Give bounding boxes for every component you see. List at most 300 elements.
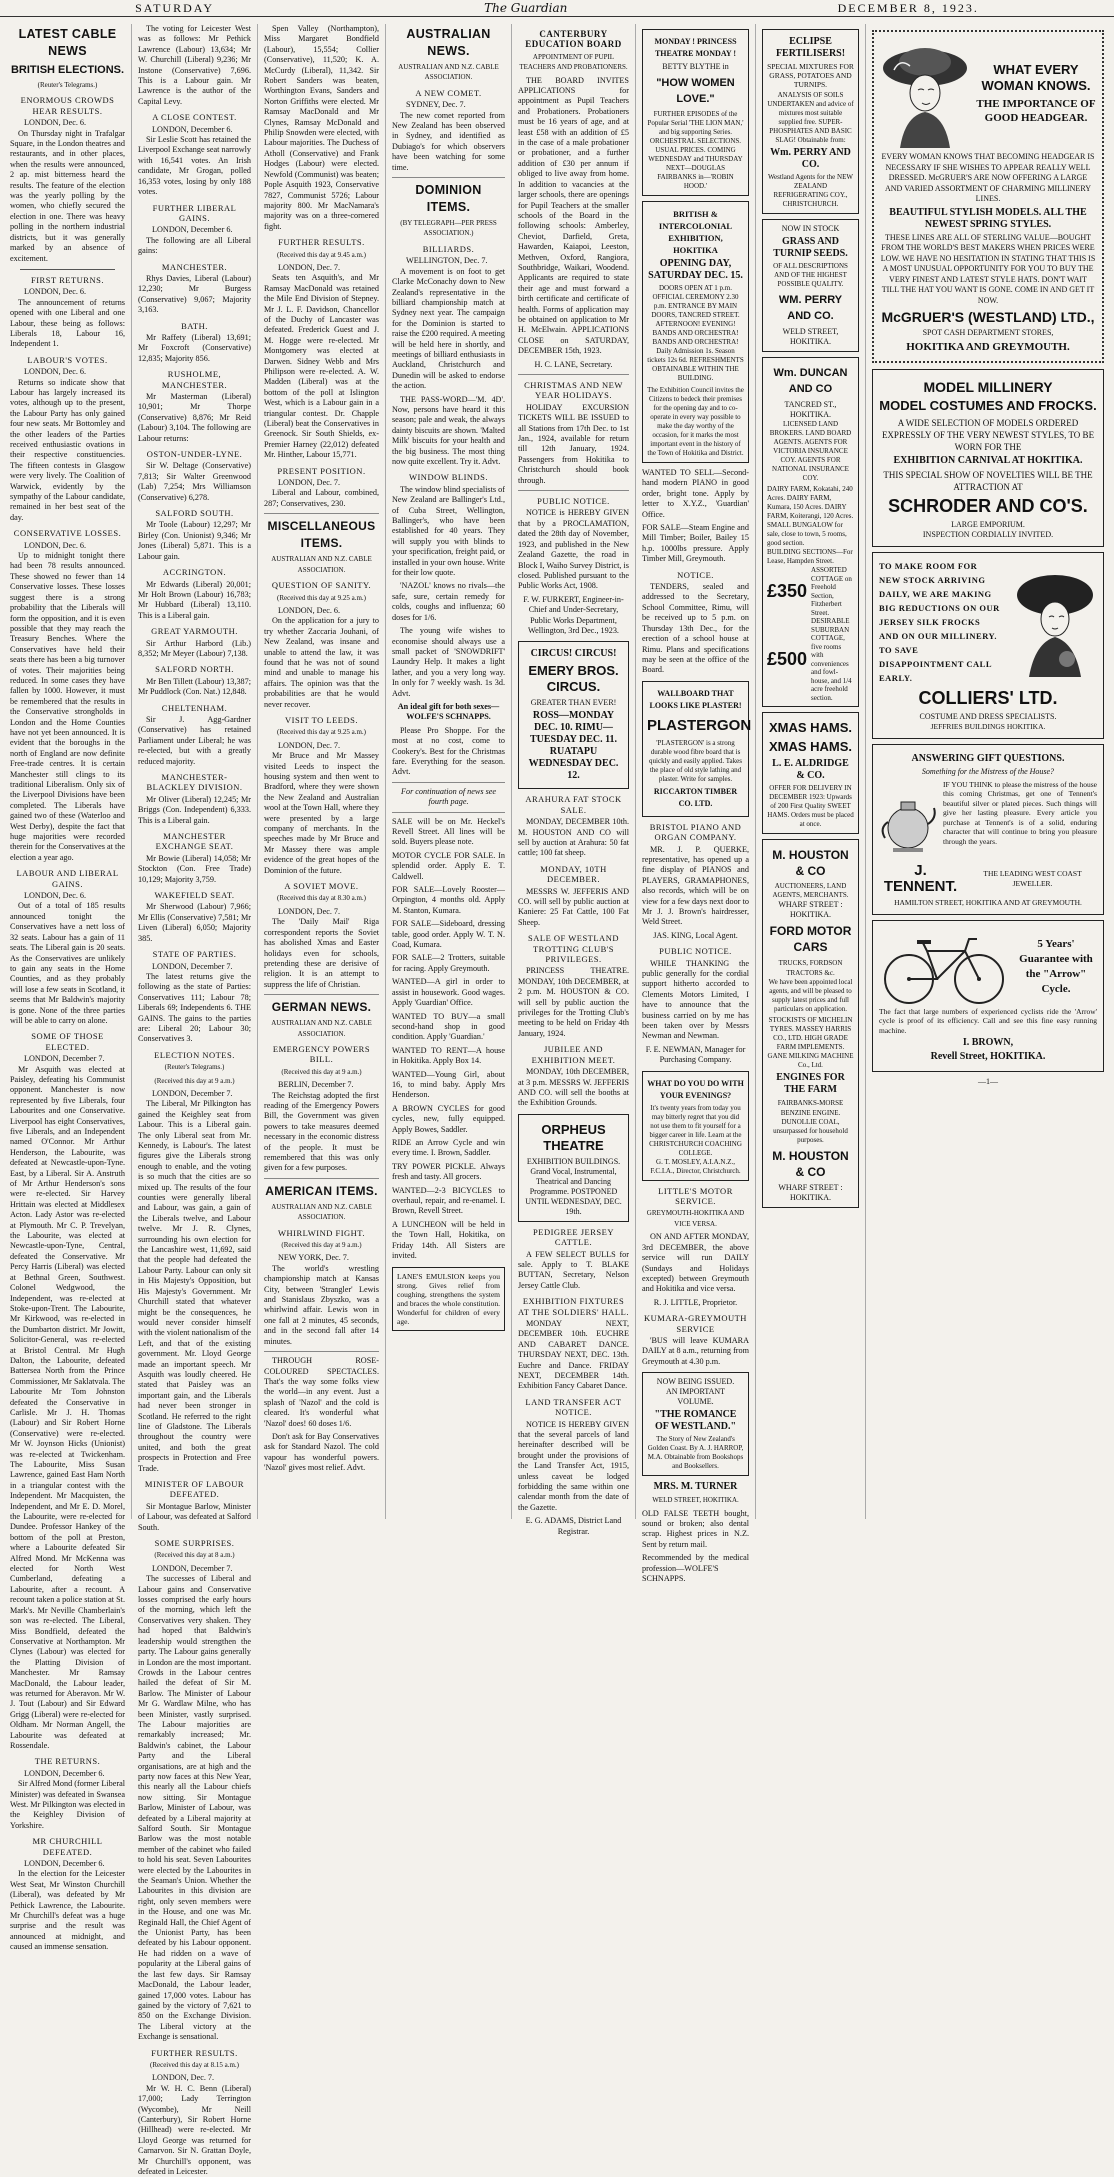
seat-name: SALFORD NORTH. — [155, 664, 234, 675]
schroder-event: EXHIBITION CARNIVAL AT HOKITIKA. — [893, 454, 1083, 466]
price-500: £500 — [767, 649, 808, 669]
mcgruers-towns: HOKITIKA AND GREYMOUTH. — [906, 340, 1070, 353]
lanes-emulsion-ad — [392, 1267, 505, 1331]
article-subtitle: GREYMOUTH-HOKITIKA AND VICE VERSA. — [646, 1209, 745, 1228]
column-7 — [756, 24, 866, 1519]
seat-result: Mr Sherwood (Labour) 7,966; Mr Ellis (Conservative) 7,581; Mr Liven (Liberal) 6,050; Majority 385. — [138, 902, 251, 943]
tennent-content — [879, 780, 1097, 860]
source-line: (Reuter's Telegrams.) — [164, 1063, 225, 1072]
divider — [392, 812, 505, 813]
seeds-title: GRASS AND TURNIP SEEDS. — [773, 236, 848, 259]
column-2 — [132, 24, 258, 2176]
wallboard-body: 'PLASTERGON' is a strong durable wood fibre board that is quickly and easily applied. Takes the place of old style lathing and plaster. Write for samples. — [649, 738, 742, 783]
circus-name: EMERY BROS. CIRCUS. — [528, 663, 619, 695]
classified-item: FOR SALE—Sideboard, dressing table, good order. Apply W. T. N. Coad, Kumara. — [392, 919, 505, 950]
signature: F. E. NEWMAN, Manager for Purchasing Company. — [645, 1044, 746, 1065]
mcgruers-body: EVERY WOMAN KNOWS THAT BECOMING HEADGEAR IS NECESSARY IF SHE WISHES TO APPEAR REALLY WELL DRESSED. McGRUER'S ARE NOW OFFERING A LARGE AND VARIED ASSORTMENT OF CHARMING MILLINERY LINES. — [881, 152, 1095, 203]
teapot-illustration — [879, 780, 937, 860]
article-title: PRESENT POSITION. — [277, 465, 366, 476]
classified-item: TRY POWER PICKLE. Always fresh and tasty. All grocers. — [392, 1161, 505, 1182]
article-body: 'BUS will leave KUMARA DAILY at 8 a.m., returning from Greymouth at 4.30 p.m. — [642, 1335, 749, 1366]
classified-item: WANTED—A girl in order to assist in housework. Good wages. Apply 'Guardian' Office. — [392, 977, 505, 1008]
dateline: WELLINGTON, Dec. 7. — [406, 256, 488, 266]
article-body: MONDAY NEXT, DECEMBER 10th. EUCHRE AND CABARET DANCE. THURSDAY NEXT, DEC. 13th. Euchre and Dance. FRIDAY NEXT, DECEMBER 14th. Exhibition Fancy Cabaret Dance. — [518, 1318, 629, 1391]
mcgruers-header — [880, 38, 1096, 148]
coaching-college-ad — [642, 1071, 749, 1181]
article-body: Seats ten Asquith's, and Mr Ramsay MacDonald was retained the Mile End Division of Stepney. Mr J. L. F. Davidson, Chancellor of the Duchy of Lancaster was defeated. Frederick Guest and J. M. Hogge were re-elected. Mr Montgomery was elected at Darwen. Sidney Webb and Mrs Philipson were re-elected. A. W. Madden (Liberal) was at the bottom of the poll at Islington West, which is a Labour gain in a triangular contest. Dr. Chapple (Liberal) beat the Conservatives in Greenock. Sir South Shields, ex-Premier Harney (22,012) defeated Mr. Hinther, Labour 15,771. — [264, 273, 379, 460]
signature: H. C. LANE, Secretary. — [534, 359, 613, 369]
masthead — [0, 0, 1114, 17]
article-title: SOME OF THOSE ELECTED. — [31, 1031, 104, 1052]
classified-item: A BROWN CYCLES for good cycles, new, fully equipped. Apply Bowes, Saddler. — [392, 1103, 505, 1134]
seeds-ad — [762, 219, 859, 352]
perry-big: WM. PERRY AND CO. — [778, 294, 843, 322]
article-title: FIRST RETURNS. — [31, 274, 104, 285]
seat-name: OSTON-UNDER-LYNE. — [146, 449, 243, 460]
seat-result: Sir Arthur Harbord (Lib.) 8,352; Mr Meyer (Labour) 7,138. — [138, 638, 251, 658]
article-body: Mr Asquith was elected at Paisley, defeating his Communist opponent. Manchester is now represented by five Liberals, four Labourites and one Conservative. Liverpool has eight Conservatives, five Liberals, and an Independent named O'Connor. Mr Arthur Henderson, the Labourite, was defeated at Newcastle-upon-Tyne. East, by a Liberal. Sir A. Anstruth of Mr Arthur Henderson's sons were re-elected. Sir Harvey Hrittain was elected at Middlesex Acton. Lady Astor was re-elected at Plymouth. Mr C. P. Trevelyan, the Labourite, was elected at Newcastle-upon-Tyne, Central, defeated the Conservative. Mr Percy Harris (Liberal) was elected at Bethnal Green, Southwest. Colonel Wedgwood, the Independent, was re-elected at Stoke-upon-Trent. The Labourite, Mr Kirkwood, was re-elected in the Dumbarton district. Mr Jowitt, Solicitor-General, was re-elected at Bristol Central. Mr Hugh Dalton, the Labourite, defeated Battersea North from the Prince Commissioner, Mr Saklatvala. The Labourite Mr Tom Johnston defeated the Conservative in Carlisle. Mr J. H. Thomas (Labour) and Sir Robert Horne (Conservative) were re-elected. Mr W. Joynson Hicks (Unionist) was re-elected at Twickenham. The Labourite, Miss Susan Lawrence, gained East Ham North in a triangular contest with the Independent. Mr Macquisten, the Independent, and Mr E. D. Morel, the Labourite, were re-elected for Dundee. Professor Hankey of the bottom of the poll at Preston, where a Labourite defeated Sir Alfred Mond. Mr McKenna was elected for North West Cumberland, defeating a Labourite, after a recount. A recount taken a police station at St. Mark's. Mr Neville Chamberlain's son was re-elected. The Liberal, Miss Bondfield, defeated the Conservative at Northampton. Mr Clynes (Labour) was elected for the Platting Division of Manchester. Mr Ramsay MacDonald, the Labour leader, was returned for Aberavon. Mr W. J. Tout (Labour) and Sir Edward Grigg (Liberal) were re-elected for Oldham. Mr Norman Angell, the Labourite was defeated at Rossendale. — [10, 1064, 125, 1750]
mcgruers-store: McGRUER'S (WESTLAND) LTD., — [881, 309, 1095, 325]
classified-item: WANTED TO RENT—A house in Hokitika. Apply Box 14. — [392, 1045, 505, 1066]
divider — [392, 177, 505, 178]
seat-name: ACCRINGTON. — [162, 567, 227, 578]
fairbanks-body: FAIRBANKS-MORSE BENZINE ENGINE. — [777, 1099, 844, 1117]
article-body: The announcement of returns opened with one Liberal and one Labour, these being as follows: Liberals 18, Labour 16, Independent 1. — [10, 297, 125, 349]
houston-ad — [762, 839, 859, 1208]
continued-note: For continuation of news see fourth page. — [400, 786, 497, 807]
received-line: (Received this day at 8 a.m.) — [154, 1551, 235, 1560]
article-body: Spen Valley (Northampton), Miss Margaret Bondfield (Labour), 15,554; Collier (Conservative), 11,520; K. A. McCurdy (Liberal), 11,342. Sir Robert Sanders was beaten, Worthington Evans, Sanders and Norton Griffiths were elected. Mr Ramsay MacDonald and Mr Clynes, Ramsay McDonald and Philip Snowden were elected, with Labour majorities. The Duchess of Atholl (Conservative) and Frank Hodges (Labour) were elected. Newfold (Communist) was beaten; Pople Asquith 1923, Conservative 7827, Communist 5726; Labour majority 800. Mr MacNamara's majority was on a three-cornered fight. — [264, 24, 379, 231]
article-title: ENORMOUS CROWDS HEAR RESULTS. — [20, 95, 115, 116]
australian-heading: AUSTRALIAN NEWS. — [406, 27, 491, 58]
classified-item: FOR SALE—Lovely Rooster—Orpington, 4 months old. Apply M. Stanton, Kumara. — [392, 885, 505, 915]
shoppe-ad: Please Pro Shoppe. For the most at no cost, come to Cookery's. Best for the Christmas fare. Everything for the season. Advt. — [392, 725, 505, 777]
circus-label: CIRCUS! CIRCUS! — [530, 648, 617, 660]
dateline: LONDON, Dec. 7. — [278, 740, 341, 750]
turner-name: MRS. M. TURNER — [653, 1481, 738, 1493]
seat-result: Mr Masterman (Liberal) 10,901; Mr Thorpe (Conservative) 8,876; Mr Reid (Labour) 3,104. The following are Labour returns: — [138, 392, 251, 443]
wallboard-company: RICCARTON TIMBER CO. LTD. — [653, 786, 738, 808]
seat-name: MANCHESTER-BLACKLEY DIVISION. — [146, 772, 243, 793]
article-body: On the application for a jury to try whether Zaccaria Jouhani, of New Zealand, was insane and unable to attend the law, it was found that he was not of sound mind and unable to manage his affairs. The opinion was that the probabilities are that he would never recover. — [264, 616, 379, 709]
dateline: LONDON, Dec. 6. — [24, 118, 87, 128]
houston-sub: AUCTIONEERS, LAND AGENTS, MERCHANTS. — [772, 882, 849, 899]
lady-illustration — [1007, 567, 1097, 677]
xmas-hams-ad — [762, 712, 859, 834]
houston-big-address: WHARF STREET : HOKITIKA. — [778, 1183, 843, 1202]
turner-address: WELD STREET, HOKITIKA. — [652, 1496, 739, 1505]
article-title: LABOUR'S VOTES. — [27, 354, 108, 365]
nazol-ad: 'NAZOL' knows no rivals—the safe, sure, certain remedy for colds, coughs and influenza; 60 doses for 1/6. — [392, 581, 505, 622]
dateline: LONDON, December 6. — [152, 124, 233, 134]
biscuit-ad: THE PASS-WORD—'M. 4D'. Now, persons have heard it this season; pale and weak, the always dainty biscuits are shown. 'Malted Milk' biscuits for your health and the big business. The most thing now quite excellent. Try it. Advt. — [392, 394, 505, 466]
arrow-address: Revell Street, HOKITIKA. — [930, 1051, 1046, 1062]
circus-dates: ROSS—MONDAY DEC. 10. RIMU—TUESDAY DEC. 11. RUATAPU WEDNESDAY DEC. 12. — [528, 710, 619, 782]
article-title: CANTERBURY EDUCATION BOARD — [525, 29, 622, 50]
article-title: LITTLE'S MOTOR SERVICE. — [658, 1185, 733, 1207]
classified-item: RIDE an Arrow Cycle and win every time. I. Brown, Saddler. — [392, 1137, 505, 1158]
masthead-paper: The Guardian — [484, 1, 568, 15]
mcgruers-headline: WHAT EVERY WOMAN KNOWS. — [981, 62, 1091, 93]
bicycle-illustration — [879, 927, 1009, 1007]
classified-item: SALE will be on Mr. Heckel's Revell Street. All lines will be sold. Buyers please note. — [392, 816, 505, 847]
schroder-ad — [872, 369, 1104, 547]
column-4 — [386, 24, 512, 1519]
misc-heading: MISCELLANEOUS ITEMS. — [267, 519, 376, 551]
dateline: LONDON, Dec. 7. — [278, 262, 341, 272]
book-ad — [642, 1372, 749, 1476]
masthead-day: SATURDAY — [135, 0, 214, 15]
ford-title: FORD MOTOR CARS — [769, 924, 852, 954]
theatre-body: FURTHER EPISODES of the Popular Serial 'THE LION MAN,' and big supporting Series. ORCHESTRAL SELECTIONS. USUAL PRICES. COMING WEDNESDAY and THURSDAY NEXT—DOUGLAS FAIRBANKS in—'ROBIN HOOD.' — [647, 110, 744, 190]
article-body: WHILE THANKING the public generally for the cordial support hitherto accorded to Clements Motors Limited, I have to announce that the business carried on by me has been taken over by Messrs Newman and Newman. — [642, 958, 749, 1041]
engines-title: ENGINES FOR THE FARM — [776, 1072, 845, 1095]
article-body: ON AND AFTER MONDAY, 3rd DECEMBER, the above service will run DAILY (Sundays and Holidays excepted) between Greymouth and Hokitika and vice versa. — [642, 1232, 749, 1294]
colliers-store-sub: COSTUME AND DRESS SPECIALISTS. — [919, 711, 1057, 721]
tennent-store: J. TENNENT. — [883, 861, 958, 895]
article-body: The Reichstag adopted the first reading of the Emergency Powers Bill, the Government was given powers to take measures deemed necessary in the economic distress of the people. It must be remembered that this was only given for a few purposes. — [264, 1090, 379, 1173]
ford-sub: TRUCKS, FORDSON TRACTORS &c. — [778, 959, 843, 977]
duncan-sub: TANCRED ST., HOKITIKA. — [784, 400, 837, 419]
column-6 — [636, 24, 756, 1583]
article-title: SALE OF WESTLAND TROTTING CLUB'S PRIVILEGES. — [528, 933, 619, 965]
seat-result: Mr Oliver (Liberal) 12,245; Mr Briggs (Con. Independent) 6,333. This is a Liberal gain. — [138, 794, 251, 825]
dateline: LONDON, December 7. — [152, 1563, 233, 1573]
classified-item: OLD FALSE TEETH bought, sound or broken; also dental scrap. Highest prices in N.Z. Sent by return mail. — [642, 1508, 749, 1549]
lady-hat-illustration — [880, 38, 970, 148]
eclipse-title: ECLIPSE FERTILISERS! — [775, 36, 846, 59]
article-title: PUBLIC NOTICE. — [537, 496, 610, 507]
tennent-footer — [879, 860, 1097, 898]
article-title: WHIRLWIND FIGHT. — [278, 1227, 365, 1238]
dateline: LONDON, Dec. 7. — [152, 2073, 215, 2083]
article-title: EXHIBITION FIXTURES AT THE SOLDIERS' HALL. — [518, 1296, 629, 1317]
source-line: AUSTRALIAN AND N.Z. CABLE ASSOCIATION. — [271, 555, 372, 574]
article-body: In the election for the Leicester West Seat, Mr Winston Churchill (Liberal), was defeated by Mr Pethick Lawrence, the Labourite. Mr Churchill's defeat was a huge surprise and the result was announced at midnight, and caused an immense sensation. — [10, 1869, 125, 1952]
dateline: LONDON, Dec. 6. — [24, 287, 87, 297]
received-line: (Received this day at 8.30 a.m.) — [276, 894, 367, 903]
article-title: THE RETURNS. — [34, 1756, 101, 1767]
dateline: NEW YORK, Dec. 7. — [278, 1253, 349, 1263]
article-title: NOTICE. — [677, 569, 714, 580]
ford-body: We have been appointed local agents, and will be pleased to supply latest prices and full particulars on application. — [768, 978, 853, 1013]
colliers-header — [879, 559, 1097, 685]
duncan-bungalow: SMALL BUNGALOW for sale, close to town, 5 rooms, good section. — [767, 521, 847, 547]
duncan-ad — [762, 357, 859, 707]
article-title: A CLOSE CONTEST. — [152, 112, 237, 123]
cable-news-heading: LATEST CABLE NEWS — [18, 27, 117, 58]
american-heading: AMERICAN ITEMS. — [265, 1183, 378, 1198]
seat-name: SALFORD SOUTH. — [155, 508, 234, 519]
classifieds-list — [392, 817, 505, 1262]
dateline: LONDON, December 7. — [24, 1054, 105, 1064]
dateline: LONDON, December 6. — [24, 1768, 105, 1778]
article-body: Mr W. H. C. Benn (Liberal) 17,000; Lady Terrington (Wycombe), Mr Neill (Canterbury), Sir Robert Horne (Hillhead) were re-elected. Mr Lloyd George was returned for Carnarvon. Sir N. Grattan Doyle, Mr Churchill's opponent, was defeated in Leicester. — [138, 2083, 251, 2176]
article-body: NOTICE is HEREBY GIVEN that by a PROCLAMATION, dated the 28th day of November, 1923, and published in the New Zealand Gazette, the road in Block I, Waiho Survey District, is closed. Published pursuant to the Public Works Act, 1908. — [518, 508, 629, 591]
article-title: MINISTER OF LABOUR DEFEATED. — [144, 1479, 245, 1500]
article-title: PUBLIC NOTICE. — [659, 946, 732, 957]
seat-name: GREAT YARMOUTH. — [151, 626, 238, 637]
perry-title: Wm. PERRY AND CO. — [770, 147, 851, 170]
article-title: BRISTOL PIANO AND ORGAN COMPANY. — [649, 821, 742, 843]
article-title: QUESTION OF SANITY. — [271, 580, 372, 591]
nazol-ad: Don't ask for Bay Conservatives ask for Standard Nazol. The cold vapour has wonderful powers. 'Nazol' gives most relief. Advt. — [264, 1431, 379, 1473]
arrow-header — [879, 927, 1097, 1007]
received-line: (Received this day at 9 a.m.) — [154, 1076, 235, 1085]
aldridge-body: OFFER FOR DELIVERY IN DECEMBER 1923: Upwards of 200 First Quality SWEET HAMS. Orders must be placed at once. — [767, 784, 854, 828]
seat-name: BATH. — [181, 320, 208, 331]
article-title: KUMARA-GREYMOUTH SERVICE — [644, 1313, 747, 1334]
classified-item: WANTED TO BUY—a small second-hand shop in good condition. Apply 'Guardian.' — [392, 1011, 505, 1042]
expo-body: DOORS OPEN AT 1 p.m. OFFICIAL CEREMONY 2.30 p.m. ENTRANCE BY MAIN DOORS, TANCRED STREET. AFTERNOON! EVENING! BANDS AND ORCHESTRA! BANDS AND ORCHESTRA! Daily Admission 1s. Season tickets 12s 6d. REFRESHMENTS OBTAINABLE WITHIN THE BUILDING. — [647, 284, 744, 382]
seat-result: Sir J. Agg-Gardner (Conservative) has retained Parliament under Liberal; he was re-elected, but with a greatly reduced majority. — [138, 714, 251, 766]
colliers-ad — [872, 552, 1104, 739]
divider — [518, 374, 629, 375]
article-title: VISIT TO LEEDS. — [285, 714, 358, 725]
dateline: LONDON, December 7. — [152, 1088, 233, 1098]
received-line: (Received this day at 8.15 a.m.) — [149, 2060, 240, 2069]
lanes-ad-text: LANE'S EMULSION keeps you strong. Gives relief from coughing, strengthens the system and braces the whole constitution. Wonderful for children of every age. — [397, 1272, 500, 1327]
houston-title: M. HOUSTON & CO — [772, 848, 849, 878]
colliers-store: COLLIERS' LTD. — [918, 687, 1058, 708]
article-body: Liberal and Labour, combined, 287; Conservatives, 230. — [264, 488, 379, 508]
wallboard-brand: PLASTERGON — [647, 716, 752, 734]
schroder-invite: INSPECTION CORDIALLY INVITED. — [922, 529, 1054, 539]
article-body: The following are all Liberal gains: — [138, 235, 251, 256]
dateline: LONDON, Dec. 6. — [278, 605, 341, 615]
article-body: HOLIDAY EXCURSION TICKETS WILL BE ISSUED to all Stations from 17th Dec. to 1st Jan., 1924, available for return till 12th January, 1924. Passengers from Hokitika to Christchurch should book through. — [518, 402, 629, 485]
price-row — [767, 566, 854, 617]
evenings-sign: G. T. MOSLEY, A.I.A.N.Z., F.C.I.A., Director, Christchurch. — [650, 1157, 741, 1175]
divider — [392, 782, 505, 783]
wallboard-title: WALLBOARD THAT LOOKS LIKE PLASTER! — [649, 688, 742, 710]
article-body: Sir Alfred Mond (former Liberal Minister) was defeated in Swansea West. Mr Pilkington was elected in the Keighley Division of Yorkshire. — [10, 1779, 125, 1830]
price-350-desc: ASSORTED COTTAGE on Freehold Section, Fitzherbert Street. — [811, 566, 852, 617]
received-line: (Received this day at 9.25 a.m.) — [276, 728, 367, 737]
xmas-hams-title-2: XMAS HAMS. — [768, 739, 853, 754]
article-body: Sir Montague Barlow, Minister of Labour, was defeated at Salford South. — [138, 1501, 251, 1532]
circus-tagline: GREATER THAN EVER! — [530, 698, 617, 708]
classified-item: FOR SALE—Steam Engine and Mill Timber; Boiler, Bailey 15 h.p. 1000lbs pressure. Apply Timber Mill, Greymouth. — [642, 523, 749, 564]
article-body: The 'Daily Mail' Riga correspondent reports the Soviet has abolished Xmas and Easter holidays even for schools, pretending these are derisive of religion. It is an attempt to suppress the life of Christian. — [264, 917, 379, 989]
price-500-desc: DESIRABLE SUBURBAN COTTAGE, five rooms with conveniences and fowl-house, and 1/4 acre freehold section. — [811, 617, 852, 702]
dominion-heading: DOMINION ITEMS. — [415, 183, 482, 215]
seat-name: RUSHOLME, MANCHESTER. — [161, 369, 228, 390]
mcgruers-subheadline: THE IMPORTANCE OF GOOD HEADGEAR. — [976, 98, 1096, 124]
schroder-title: MODEL MILLINERY — [923, 378, 1053, 395]
arrow-cycle-ad — [872, 920, 1104, 1073]
eclipse-sub: SPECIAL MIXTURES FOR GRASS, POTATOES AND TURNIPS. — [767, 62, 854, 89]
circus-ad — [518, 641, 629, 789]
article-title: MONDAY, 10TH DECEMBER. — [540, 863, 607, 885]
column-1 — [4, 24, 132, 1952]
theatre-star: BETTY BLYTHE in — [662, 62, 729, 71]
orpheus-title: ORPHEUS THEATRE — [541, 1121, 606, 1153]
tennent-sub: Something for the Mistress of the House? — [921, 766, 1055, 776]
seat-result: Mr Edwards (Liberal) 20,001; Mr Holt Brown (Labour) 16,783; Mr Hubbard (Liberal) 13,110. This is a Liberal gain. — [138, 579, 251, 620]
source-line: AUSTRALIAN AND N.Z. CABLE ASSOCIATION. — [271, 1202, 372, 1222]
article-body: Returns so indicate show that Labour has largely increased its votes, although up to the present, the Labour Party has only gained four new seats. Mr Bottomley and the other leaders of the Parties received enthusiastic ovations in their respective constituencies. The fifteen contests in Glasgow were very lively. The Coalition of Warwick, evidently by the sympathy of the Labour candidate, remained in her best seat of the day. — [10, 377, 125, 522]
colliers-body: TO MAKE ROOM FOR NEW STOCK ARRIVING DAILY, WE ARE MAKING BIG REDUCTIONS ON OUR JERSEY SILK FROCKS AND ON OUR MILLINERY. TO SAVE DISAPPOINTMENT CALL EARLY. — [879, 560, 1000, 683]
divider — [264, 1178, 379, 1179]
article-title: MR CHURCHILL DEFEATED. — [32, 1836, 103, 1857]
received-line: (Received this day at 9 a.m.) — [281, 1241, 362, 1250]
article-title: ELECTION NOTES. — [154, 1049, 235, 1060]
column-8 — [866, 24, 1110, 1519]
source-line: AUSTRALIAN AND N.Z. CABLE ASSOCIATION. — [271, 1019, 372, 1038]
article-title: BILLIARDS. — [422, 243, 475, 254]
book-title: "THE ROMANCE OF WESTLAND." — [654, 1409, 737, 1433]
dateline: LONDON, December 6. — [24, 1859, 105, 1869]
article-title: LAND TRANSFER ACT NOTICE. — [525, 1396, 622, 1418]
arrow-store: I. BROWN, — [962, 1037, 1014, 1048]
divider — [264, 994, 379, 995]
article-body: NOTICE IS HEREBY GIVEN that the several parcels of land hereinafter described will be brought under the provisions of the Land Transfer Act, 1915, unless caveat be lodged forbidding the same within one calendar month from the date of the Gazette. — [518, 1419, 629, 1512]
schroder-body-2: THIS SPECIAL SHOW OF NOVELTIES WILL BE THE ATTRACTION AT — [883, 469, 1093, 492]
article-title: A NEW COMET. — [415, 87, 482, 98]
article-body: MONDAY, 10th DECEMBER, at 3 p.m. MESSRS W. JEFFERIS AND CO. will sell the booths at the Exhibition Grounds. — [518, 1067, 629, 1108]
dateline: LONDON, December 7. — [152, 961, 233, 971]
source-line: (Reuter's Telegrams.) — [37, 81, 98, 89]
article-title: JUBILEE AND EXHIBITION MEET. — [531, 1044, 616, 1065]
seat-name: CHELTENHAM. — [161, 702, 228, 713]
article-body: TENDERS, sealed and addressed to the Secretary, School Committee, Rimu, will be received up to 5 p.m. on Thursday 13th Dec., for the erection of a school house at Rimu. Plans and specifications may be seen at the office of the Board. — [642, 582, 749, 675]
orpheus-ad — [518, 1114, 629, 1222]
divider — [518, 490, 629, 491]
book-issued: NOW BEING ISSUED. — [656, 1377, 735, 1387]
mcgruers-ad — [872, 30, 1104, 363]
signature: JAS. KING, Local Agent. — [653, 930, 738, 940]
article-title: A SOVIET MOVE. — [284, 881, 359, 892]
mcgruers-models: BEAUTIFUL STYLISH MODELS. ALL THE NEWEST SPRING STYLES. — [889, 206, 1087, 230]
tennent-title: ANSWERING GIFT QUESTIONS. — [911, 752, 1065, 764]
nazol-ad: THROUGH ROSE-COLOURED SPECTACLES. That's the way some folks view the world—in any event. Just a splash of 'Nazol' and the cold is cleared. It's wonderful what 'Nazol' does! 60 doses 1/6. — [264, 1356, 379, 1428]
tennent-body: IF YOU THINK to please the mistress of the house this coming Christmas, get one of Tennent's beautiful silver or plated pieces. Such things will give her lasting pleasure. Every article you purchase at Tennent's is of a solid, enduring character that will continue to bring you pleasure through the years. — [943, 779, 1097, 846]
classified-item: WANTED TO SELL—Second-hand modern PIANO in good order, bright tone. Apply by letter to X.Y.Z., 'Guardian' Office. — [642, 468, 749, 519]
article-body: The world's wrestling championship match at Kansas City, between 'Strangler' Lewis and Stanislaus Zbyszko, was a whirlwind affair. Lewis won in one fall at 2 minutes, 45 seconds, and in the second fall after 14 minutes. — [264, 1263, 379, 1346]
article-title: FURTHER RESULTS. — [151, 2047, 238, 2058]
article-body: A movement is on foot to get Clarke McConachy down to New Zealand's representative in the billiard championship match at Sydney next year. The campaign for the Dominion is started to raise the £200 required. A meeting will be held here in shortly, and meetings of billiard enthusiasts in Auckland, Christchurch and Dunedin will be asked to endorse the action. — [392, 266, 505, 391]
classified-item: WANTED—2-3 BICYCLES to overhaul, repair, and re-enamel. I. Brown, Revell Street. — [392, 1185, 505, 1216]
column-3 — [258, 24, 386, 1519]
orpheus-body: EXHIBITION BUILDINGS. Grand Vocal, Instrumental, Theatrical and Dancing Programme. POSTPONED UNTIL WEDNESDAY, DEC. 19th. — [525, 1156, 622, 1216]
dateline: LONDON, Dec. 6. — [24, 891, 87, 901]
theatre-title: "HOW WOMEN LOVE." — [656, 77, 735, 105]
article-body: The Liberal, Mr Pilkington has gained the Keighley seat from Labour. This is a Liberal gain. The only Liberal seat from Mr. Kennedy, is Labour's. The latest figures give the Liberals strong enough to enable, and the voting is so much that the cities are so mixed up. The results of the four counties were generally liberal and Labour, was gain, a gain of the Liberals twelve, and Labour twelve. Mr J. R. Clynes, surrounding his own election for the Lancashire west, 11,692, said that the people had defeated the Labour Party. Labour can only sit in His Majesty's Opposition, but His Majesty's Government. Mr Churchill stated that whatever might be the consequences, he would never consider himself with the violent nationalism of the Left, and that of the existing government. Mr. Lloyd George made an important speech. Mr Asquith was loudly cheered. He stated that Paisley was an important gain, and the Liberals had never been stronger in Scotland. He referred to the right line of Gladstone. The Liberals throughout the country were united, and both the great prospects in Protection and Free Trade. — [138, 1099, 251, 1473]
seat-result: Mr Raffety (Liberal) 13,691; Mr Foxcroft (Conservative) 12,835; Majority 856. — [138, 332, 251, 363]
article-body: Out of a total of 185 results announced tonight the Conservatives have a nett loss of 32 seats. Labour has a gain of 11 seats. The Liberal gain is 20 seats. As the Conservatives are unlikely to gain any seats in the Home Counties, and as they probably will lose a few seats in Scotland, it seems that Mr Baldwin's majority is gone. None of the three parties will be able to carry on alone. — [10, 901, 125, 1025]
theatre-top: MONDAY ! PRINCESS THEATRE MONDAY ! — [654, 37, 737, 58]
article-title: FURTHER LIBERAL GAINS. — [152, 202, 237, 223]
article-body: The voting for Leicester West was as follows: Mr Pethick Lawrence (Labour) 13,634; Mr W. Churchill (Liberal) 9,236; Mr Instone (Conservative) 7,696. This is a Labour gain. Mr Lawrence is the author of the Capital Levy. — [138, 24, 251, 106]
source-line: AUSTRALIAN AND N.Z. CABLE ASSOCIATION. — [398, 63, 499, 82]
article-title: WINDOW BLINDS. — [408, 472, 489, 483]
price-row — [767, 617, 854, 702]
arrow-title: 5 Years' Guarantee with the "Arrow" Cycle. — [1019, 937, 1093, 995]
article-title: PEDIGREE JERSEY CATTLE. — [533, 1226, 614, 1248]
tennent-ad — [872, 744, 1104, 915]
seat-name: MANCHESTER EXCHANGE SEAT. — [155, 831, 234, 852]
exhibition-ad — [642, 201, 749, 463]
schroder-title-2: MODEL COSTUMES AND FROCKS. — [879, 397, 1097, 413]
article-title: CONSERVATIVE LOSSES. — [13, 528, 122, 539]
article-title: STATE OF PARTIES. — [152, 949, 237, 960]
dateline: LONDON, Dec. 6. — [24, 367, 87, 377]
classified-item: WANTED—Young Girl, about 16, to mind baby. Apply Mrs Henderson. — [392, 1069, 505, 1100]
article-body: MONDAY, DECEMBER 10th. M. HOUSTON AND CO will sell by auction at Arahura: 50 fat cattle; 100 fat sheep. — [518, 817, 629, 858]
princess-theatre-ad — [642, 29, 749, 196]
page-number: —1— — [978, 1077, 998, 1086]
elections-subheading: BRITISH ELECTIONS. — [10, 64, 125, 76]
evenings-body: It's twenty years from today you may bitterly regret that you did not use them to fit yourself for a bigger career in life. Learn at the CHRISTCHURCH COACHING COLLEGE. — [649, 1103, 742, 1157]
received-line: (Received this day at 9.45 a.m.) — [276, 250, 367, 259]
article-title: FURTHER RESULTS. — [278, 237, 365, 248]
evenings-title: WHAT DO YOU DO WITH YOUR EVENINGS? — [647, 1078, 744, 1100]
dateline: LONDON, December 6. — [152, 225, 233, 235]
houston-address: WHARF STREET : HOKITIKA. — [778, 900, 843, 919]
source-line: (BY TELEGRAPH—PER PRESS ASSOCIATION.) — [400, 219, 497, 238]
article-body: The window blind specialists of New Zealand are Ballinger's Ltd., of Cuba Street, Wellington, Ballinger's, who have been established for 40 years. They will supply you with blinds to your specification, freight paid, or installed in your own house. Write for their low quote. — [392, 484, 505, 578]
article-body: The latest returns give the following as the state of Parties: Conservatives 111; Labour 78; Liberals 69; Independents 6. THE GAINS. The gains to the parties are: Liberal 20; Labour 30; Conservatives 3. — [138, 971, 251, 1044]
seat-result: Rhys Davies, Liberal (Labour) 12,230; Mr Burgess (Conservative) 9,067; Majority 3,163. — [138, 273, 251, 315]
perry-sub: Westland Agents for the NEW ZEALAND REFRIGERATING COY., CHRISTCHURCH. — [768, 173, 853, 208]
article-body: Mr Bruce and Mr Massey visited Leeds to inspect the housing system and then went to Bradford, where they were shown the New Zealand and Australian wool at the Town Hall, where they were presented by a large company of merchants. In the speeches made by Mr Bruce and Mr Massey there was ample evidence of the great hopes of the Dominion of the future. — [264, 751, 379, 875]
signature: E. G. ADAMS, District Land Registrar. — [525, 1516, 622, 1536]
schnapps-ad: An ideal gift for both sexes—WOLFE'S SCHNAPPS. — [397, 701, 500, 722]
seat-result: Mr Bowie (Liberal) 14,058; Mr Stockton (Con. Free Trade) 10,129; Majority 3,759. — [138, 853, 251, 884]
expo-opening: OPENING DAY, SATURDAY DEC. 15. — [648, 258, 743, 281]
classified-item: Recommended by the medical profession—WOLFE'S SCHNAPPS. — [642, 1553, 749, 1583]
divider — [264, 1351, 379, 1352]
dateline: LONDON, Dec. 6. — [24, 540, 87, 550]
schroder-store: SCHRODER AND CO'S. — [888, 495, 1088, 516]
article-title: EMERGENCY POWERS BILL. — [272, 1043, 371, 1065]
seat-name: MANCHESTER. — [161, 261, 228, 272]
seat-result: Mr Ben Tillett (Labour) 13,387; Mr Puddlock (Con. Nat.) 12,848. — [138, 676, 251, 697]
signature: F. W. FURKERT, Engineer-in-Chief and Under-Secretary, Public Works Department, Wellington, 3rd Dec., 1923. — [523, 594, 624, 635]
received-line: (Received this day at 9 a.m.) — [281, 1067, 362, 1076]
mcgruers-store-sub: SPOT CASH DEPARTMENT STORES, — [922, 328, 1054, 337]
signature: R. J. LITTLE, Proprietor. — [653, 1297, 738, 1307]
aldridge-name: L. E. ALDRIDGE & CO. — [772, 758, 849, 781]
xmas-hams-title: XMAS HAMS. — [768, 720, 853, 735]
article-body: MR. J. P. QUERKE, representative, has opened up a fine display of PIANOS and PLAYERS, GRAMAPHONES, also records, which will be on view for a few days next door to Mr J. J. Brown's hairdresser, Weld Street. — [642, 844, 749, 927]
article-title: ARAHURA FAT STOCK SALE. — [525, 794, 622, 815]
article-title: LABOUR AND LIBERAL GAINS. — [16, 868, 119, 889]
seat-name: WAKEFIELD SEAT. — [154, 890, 235, 901]
classified-item: A LUNCHEON will be held in the Town Hall, Hokitika, on Friday 14th. All Sisters are invited. — [392, 1219, 505, 1261]
eclipse-body: ANALYSIS OF SOILS UNDERTAKEN and advice of mixtures most suitable supplied free. SUPER-PHOSPHATES AND BASIC SLAG! Obtainable from: — [767, 91, 854, 144]
seat-result: Mr Toole (Labour) 12,297; Mr Birley (Con. Unionist) 9,346; Mr Jones (Liberal) 5,871. This is a Labour gain. — [138, 520, 251, 561]
article-body: On Thursday night in Trafalgar Square, in the London theatres and restaurants, and in other places, when the results were announced, 2 ap. mist bitterness heard the results. The feature of the election was the yearly polling by the women, who chiefly secured the election in one. There was heavy polling in the northern industrial districts, but it was generally marked by an absence of excitement. — [10, 128, 125, 263]
tennent-store-sub: THE LEADING WEST COAST JEWELLER. — [983, 868, 1082, 888]
price-350: £350 — [767, 581, 808, 601]
coal-body: DUNOLLIE COAL, unsurpassed for household purposes. — [773, 1118, 848, 1144]
classified-item: FOR SALE—2 Trotters, suitable for racing. Apply Greymouth. — [392, 953, 505, 973]
expo-note: The Exhibition Council invites the Citizens to bedeck their premises for the opening day and to co-operate in every way possible to make the day worthy of the occasion, for it marks the most important event in the history of the Town of Hokitika and District. — [647, 386, 744, 457]
book-body: The Story of New Zealand's Golden Coast. By A. J. HARROP, M.A. Obtainable from Bookshops and Booksellers. — [647, 1435, 744, 1471]
duncan-body: LICENSED LAND BROKERS. LAND BOARD AGENTS. AGENTS FOR VICTORIA INSURANCE COY. AGENTS FOR NATIONAL INSURANCE COY. — [769, 420, 852, 482]
snowdrift-ad: The young wife wishes to economise should always use a small packet of 'SNOWDRIFT' Laundry Help. It makes a light lather, and you a very long way. In only for 7 weekly wash. 1s 3d. Advt. — [392, 626, 505, 698]
article-body: A FEW SELECT BULLS for sale. Apply to T. BLAKE BUTTAN, Secretary, Nelson Jersey Cattle Club. — [518, 1249, 629, 1290]
michelin-body: STOCKISTS OF MICHELIN TYRES. MASSEY HARRIS CO., LTD. HIGH GRADE FARM IMPLEMENTS. GANE MILKING MACHINE Co., Ltd. — [767, 1016, 854, 1069]
in-stock-label: NOW IN STOCK — [781, 224, 840, 233]
colliers-address: JEFFRIES BUILDINGS HOKITIKA. — [930, 721, 1046, 731]
duncan-title: Wm. DUNCAN AND CO — [773, 367, 848, 395]
article-title: CHRISTMAS AND NEW YEAR HOLIDAYS. — [524, 380, 623, 401]
column-5 — [512, 24, 636, 1536]
article-body: Up to midnight tonight there had been 78 results announced. These showed no fewer than 14 Conservative losses. These losses suggest there is a strong probability that the Liberals will form the opposition, and it is even possible that they may reach the Treasury Benches. Where the Conservatives have held their seats there has been a big turnover of votes. Their majorities being reduced. In some cases they have fallen by 1000. However, it must be remembered that the results in the Conservative strongholds in London and the Home Counties have not yet been announced. It is evident that the boroughs in the north of England are now definite Free-trade centres. It is certain Manchester still clings to its traditional Liberalism. Only six of the Liverpool Divisions have been completed. The Liberals have gained two of these (Waterloo and West Derby), despite the fact that huge majorities were recorded therein for the Conservatives at the election a year ago. — [10, 551, 125, 862]
